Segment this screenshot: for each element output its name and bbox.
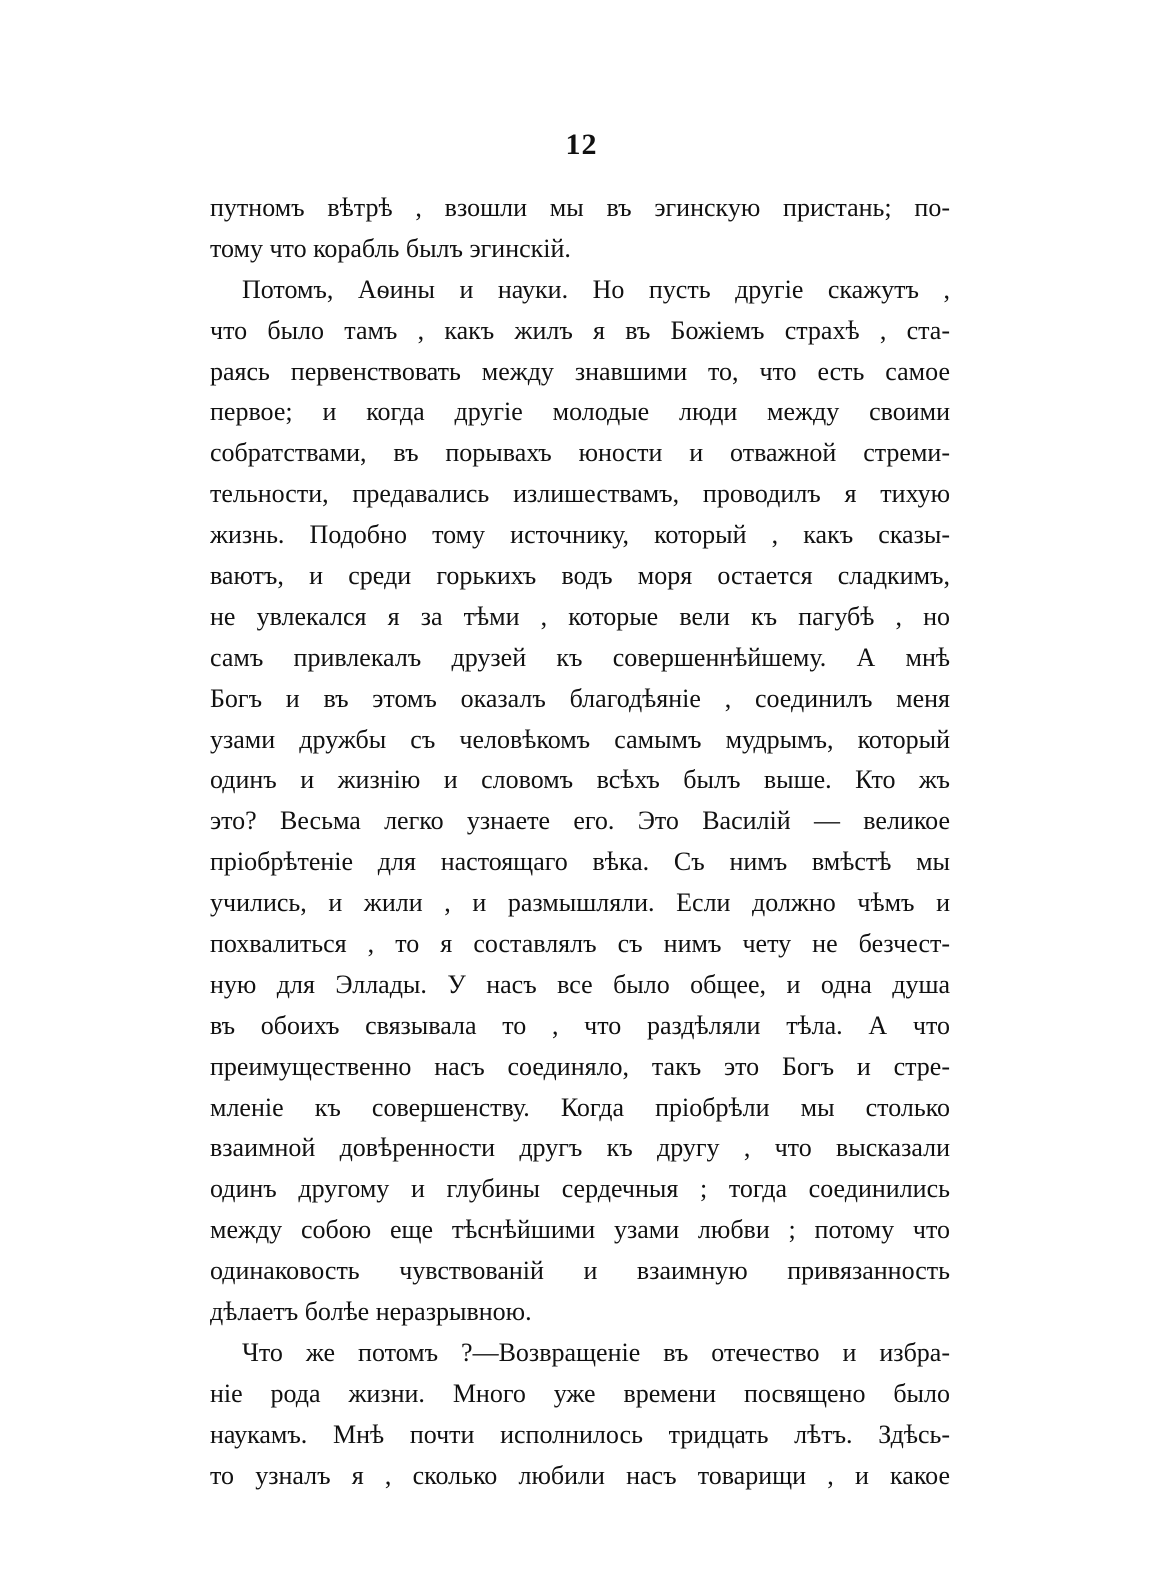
text-line: то узналъ я , сколько любили насъ товарищи , и какое (210, 1460, 950, 1490)
text-line: мленіе къ совершенству. Когда пріобрѣли мы столько (210, 1092, 950, 1122)
text-line: дѣлаетъ болѣе неразрывною. (210, 1297, 532, 1327)
text-line: похвалиться , то я составлялъ съ нимъ чету не безчест- (210, 929, 950, 959)
text-line: собратствами, въ порывахъ юности и отважной стреми- (210, 438, 950, 468)
text-line: самъ привлекалъ друзей къ совершеннѣйшему. А мнѣ (210, 642, 950, 672)
text-line: ную для Эллады. У насъ все было общее, и одна душа (210, 969, 950, 999)
text-line: между собою еще тѣснѣйшими узами любви ; потому что (210, 1215, 950, 1245)
text-line: путномъ вѣтрѣ , взошли мы въ эгинскую пристань; по- (210, 193, 950, 222)
text-line: учились, и жили , и размышляли. Если должно чѣмъ и (210, 888, 950, 918)
page-number: 12 (565, 128, 598, 161)
text-line: въ обоихъ связывала то , что раздѣляли тѣла. А что (210, 1010, 950, 1040)
text-line: узами дружбы съ человѣкомъ самымъ мудрымъ, который (210, 724, 950, 754)
text-line: одинъ другому и глубины сердечныя ; тогда соединились (210, 1174, 950, 1204)
text-line: наукамъ. Мнѣ почти исполнилось тридцать лѣтъ. Здѣсь- (210, 1419, 950, 1449)
text-line: одинъ и жизнію и словомъ всѣхъ былъ выше. Кто жъ (210, 765, 950, 795)
text-line: Что же потомъ ?—Возвращеніе въ отечество и избра- (242, 1337, 950, 1367)
text-line: тому что корабль былъ эгинскій. (210, 233, 571, 263)
text-line: раясь первенствовать между знавшими то, что есть самое (210, 356, 950, 386)
page-text (210, 188, 950, 1497)
text-line: Богъ и въ этомъ оказалъ благодѣяніе , соединилъ меня (210, 683, 950, 713)
text-line: жизнь. Подобно тому источнику, который , какъ сказы- (210, 520, 950, 550)
text-line: что было тамъ , какъ жилъ я въ Божіемъ страхѣ , ста- (210, 315, 950, 345)
text-line: первое; и когда другіе молодые люди между своими (210, 397, 950, 427)
text-line: ніе рода жизни. Много уже времени посвящено было (210, 1378, 950, 1408)
text-line: не увлекался я за тѣми , которые вели къ пагубѣ , но (210, 601, 950, 631)
text-line: пріобрѣтеніе для настоящаго вѣка. Съ нимъ вмѣстѣ мы (210, 847, 950, 877)
text-line: ваютъ, и среди горькихъ водъ моря остается сладкимъ, (210, 561, 950, 591)
text-line: взаимной довѣренности другъ къ другу , что высказали (210, 1133, 950, 1163)
text-line: одинаковость чувствованій и взаимную привязанность (210, 1256, 950, 1286)
text-line: тельности, предавались излишествамъ, проводилъ я тихую (210, 479, 950, 509)
text-line: Потомъ, Аѳины и науки. Но пусть другіе скажутъ , (242, 274, 950, 304)
text-line: преимущественно насъ соединяло, такъ это Богъ и стре- (210, 1051, 950, 1081)
text-line: это? Весьма легко узнаете его. Это Василій — великое (210, 806, 950, 836)
